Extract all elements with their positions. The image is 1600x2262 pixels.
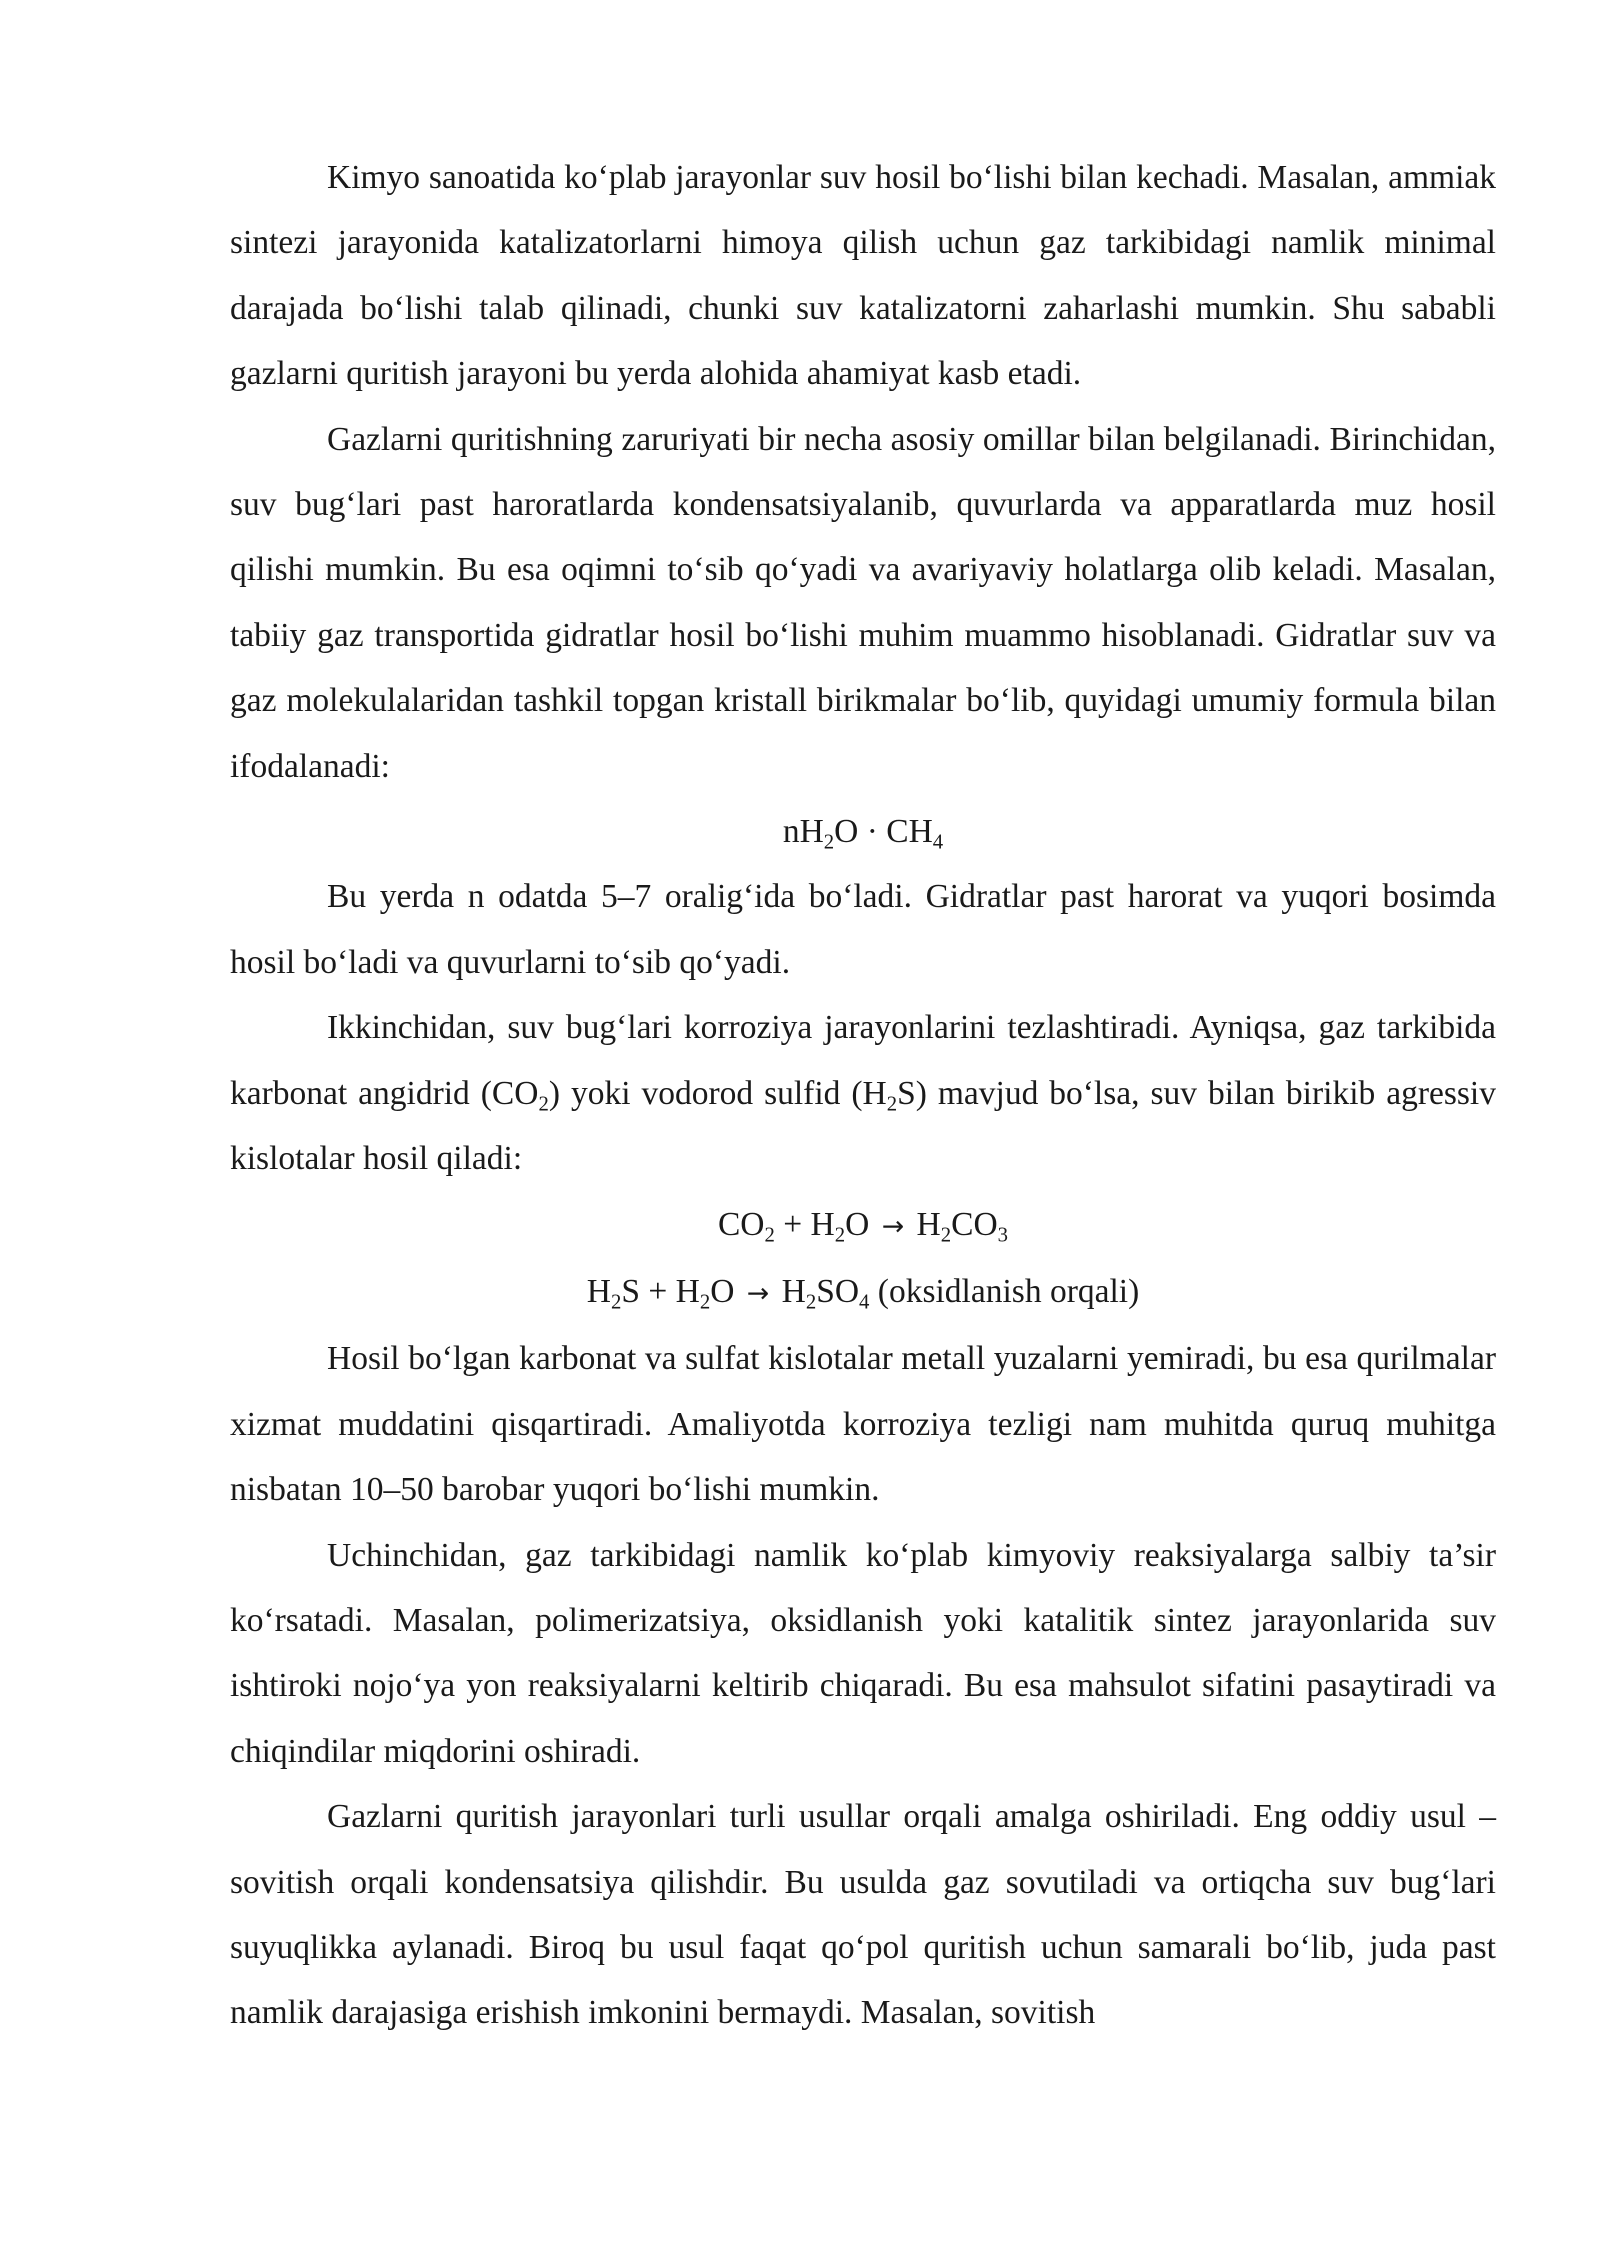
formula-part: O [710,1272,735,1310]
subscript: 2 [610,1290,622,1314]
subscript: 2 [764,1223,775,1247]
paragraph-text: S) mavjud bo‘lsa, suv bilan birikib agressiv kislotalar hosil qiladi: [230,1074,1496,1178]
paragraph-side-reactions: Uchinchidan, gaz tarkibidagi namlik ko‘plab kimyoviy reaksiyalarga salbiy ta’sir ko‘rsatadi. Masalan, polimerizatsiya, oksidlanish yoki katalitik sintez jarayonlarida suv ishtiroki nojo‘ya yon reaksiyalarni keltirib chiqaradi. Bu esa mahsulot sifatini pasaytiradi va chiqindilar miqdorini oshiradi. [230,1536,1496,1770]
formula-part: SO [816,1272,860,1310]
subscript: 2 [699,1290,711,1314]
subscript: 2 [823,830,835,854]
subscript: 2 [538,1092,549,1116]
paragraph-text: Ikkinchidan, suv bug‘lari korroziya jarayonlarini tezlashtiradi. Ayniqsa, gaz tarkibida karbonat angidrid (CO [230,1009,1496,1112]
subscript: 2 [886,1092,898,1116]
formula-part: (oksidlanish orqali) [869,1272,1140,1310]
document-page [230,145,1496,2046]
subscript: 4 [859,1290,870,1314]
formula-carbonic-acid [230,1192,1496,1259]
subscript: 4 [932,830,944,854]
paragraph-drying-necessity: Gazlarni quritishning zaruriyati bir necha asosiy omillar bilan belgilanadi. Birinchidan, suv bug‘lari past haroratlarda kondensatsiyalanib, quvurlarda va apparatlarda muz hosil qilishi mumkin. Bu esa oqimni to‘sib qo‘yadi va avariyaviy holatlarga olib keladi. Masalan, tabiiy gaz transportida gidratlar hosil bo‘lishi muhim muammo hisoblanadi. Gidratlar suv va gaz molekulalaridan tashkil topgan kristall birikmalar bo‘lib, quyidagi umumiy formula bilan ifodalanadi: [230,420,1496,785]
paragraph-text: ) yoki vodorod sulfid (H [548,1074,887,1112]
reaction-arrow-icon: → [746,1277,770,1309]
formula-hydrate-part: O · CH [834,813,933,851]
formula-sulfuric-acid [230,1259,1496,1326]
formula-part: CO [717,1205,765,1243]
formula-part: H [586,1272,611,1310]
subscript: 2 [940,1223,952,1247]
formula-part: O [845,1205,870,1243]
subscript: 2 [805,1290,817,1314]
paragraph-drying-methods: Gazlarni quritish jarayonlari turli usullar orqali amalga oshiriladi. Eng oddiy usul – sovitish orqali kondensatsiya qilishdir. Bu usulda gaz sovutiladi va ortiqcha suv bug‘lari suyuqlikka aylanadi. Biroq bu usul faqat qo‘pol quritish uchun samarali bo‘lib, juda past namlik darajasiga erishish imkonini bermaydi. Masalan, sovitish [230,1798,1496,2032]
paragraph-hydrate-note: Bu yerda n odatda 5–7 oralig‘ida bo‘ladi. Gidratlar past harorat va yuqori bosimda hosil bo‘ladi va quvurlarni to‘sib qo‘yadi. [230,878,1496,981]
subscript: 2 [834,1223,846,1247]
formula-part: CO [951,1205,998,1243]
paragraph-ammonia-synthesis: Kimyo sanoatida ko‘plab jarayonlar suv hosil bo‘lishi bilan kechadi. Masalan, ammiak sintezi jarayonida katalizatorlarni himoya qilish uchun gaz tarkibidagi namlik minimal darajada bo‘lishi talab qilinadi, chunki suv katalizatorni zaharlashi mumkin. Shu sababli gazlarni quritish jarayoni bu yerda alohida ahamiyat kasb etadi. [230,159,1496,393]
formula-part: + H [774,1205,835,1243]
paragraph-acid-damage: Hosil bo‘lgan karbonat va sulfat kislotalar metall yuzalarni yemiradi, bu esa qurilmalar xizmat muddatini qisqartiradi. Amaliyotda korroziya tezligi nam muhitda quruq muhitga nisbatan 10–50 barobar yuqori bo‘lishi mumkin. [230,1340,1496,1509]
formula-part: S + H [621,1272,700,1310]
formula-hydrate [230,799,1496,864]
reaction-arrow-icon: → [881,1210,905,1242]
paragraph-corrosion [230,995,1496,1191]
subscript: 3 [997,1223,1009,1247]
formula-part: H [781,1272,806,1310]
formula-part: H [916,1205,941,1243]
formula-hydrate-part: nH [782,813,824,851]
